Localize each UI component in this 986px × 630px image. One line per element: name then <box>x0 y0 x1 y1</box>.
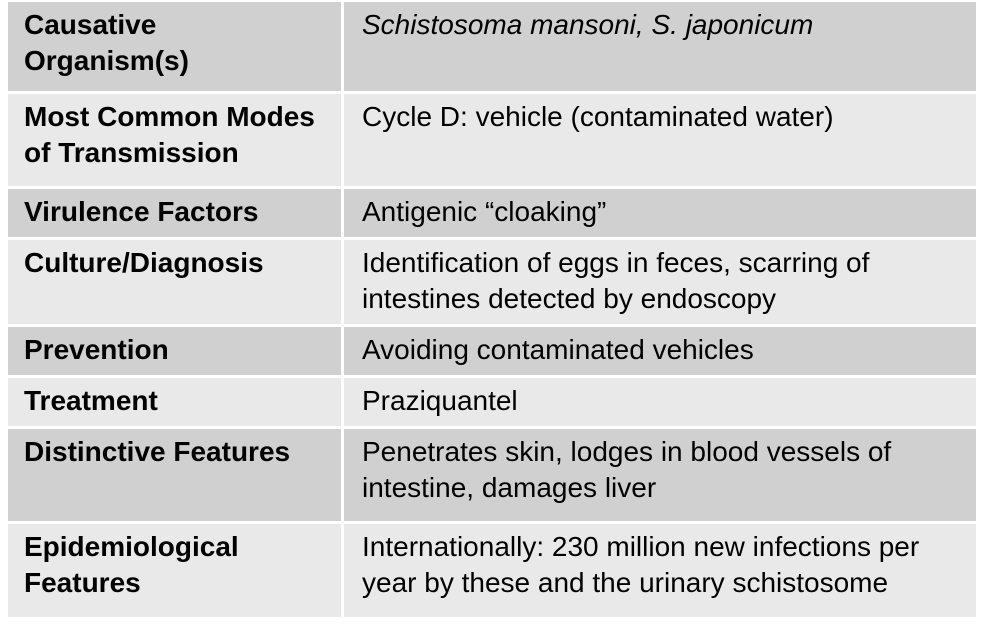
table-row-distinctive-features <box>8 429 976 524</box>
row-value: Praziquantel <box>344 378 976 426</box>
row-label: Prevention <box>8 327 344 375</box>
row-value: Antigenic “cloaking” <box>344 189 976 237</box>
table-row-epidemiological-features <box>8 524 976 620</box>
table-row-causative-organisms <box>8 2 976 94</box>
row-value: Identification of eggs in feces, scarring of intestines detected by endoscopy <box>344 240 976 324</box>
row-label: Most Common Modes of Transmission <box>8 94 344 186</box>
row-value: Schistosoma mansoni, S. japonicum <box>344 2 976 91</box>
row-label: Treatment <box>8 378 344 426</box>
table-row-transmission <box>8 94 976 189</box>
row-label: Causative Organism(s) <box>8 2 344 91</box>
table-row-prevention <box>8 327 976 378</box>
row-value: Cycle D: vehicle (contaminated water) <box>344 94 976 186</box>
table-row-culture-diagnosis <box>8 240 976 327</box>
row-label: Culture/Diagnosis <box>8 240 344 324</box>
disease-info-table <box>8 0 976 620</box>
row-label: Distinctive Features <box>8 429 344 521</box>
row-label: Epidemiological Features <box>8 524 344 617</box>
row-value: Internationally: 230 million new infections per year by these and the urinary schistosome <box>344 524 976 617</box>
row-label: Virulence Factors <box>8 189 344 237</box>
table-row-treatment <box>8 378 976 429</box>
row-value: Penetrates skin, lodges in blood vessels of intestine, damages liver <box>344 429 976 521</box>
table-row-virulence-factors <box>8 189 976 240</box>
row-value: Avoiding contaminated vehicles <box>344 327 976 375</box>
